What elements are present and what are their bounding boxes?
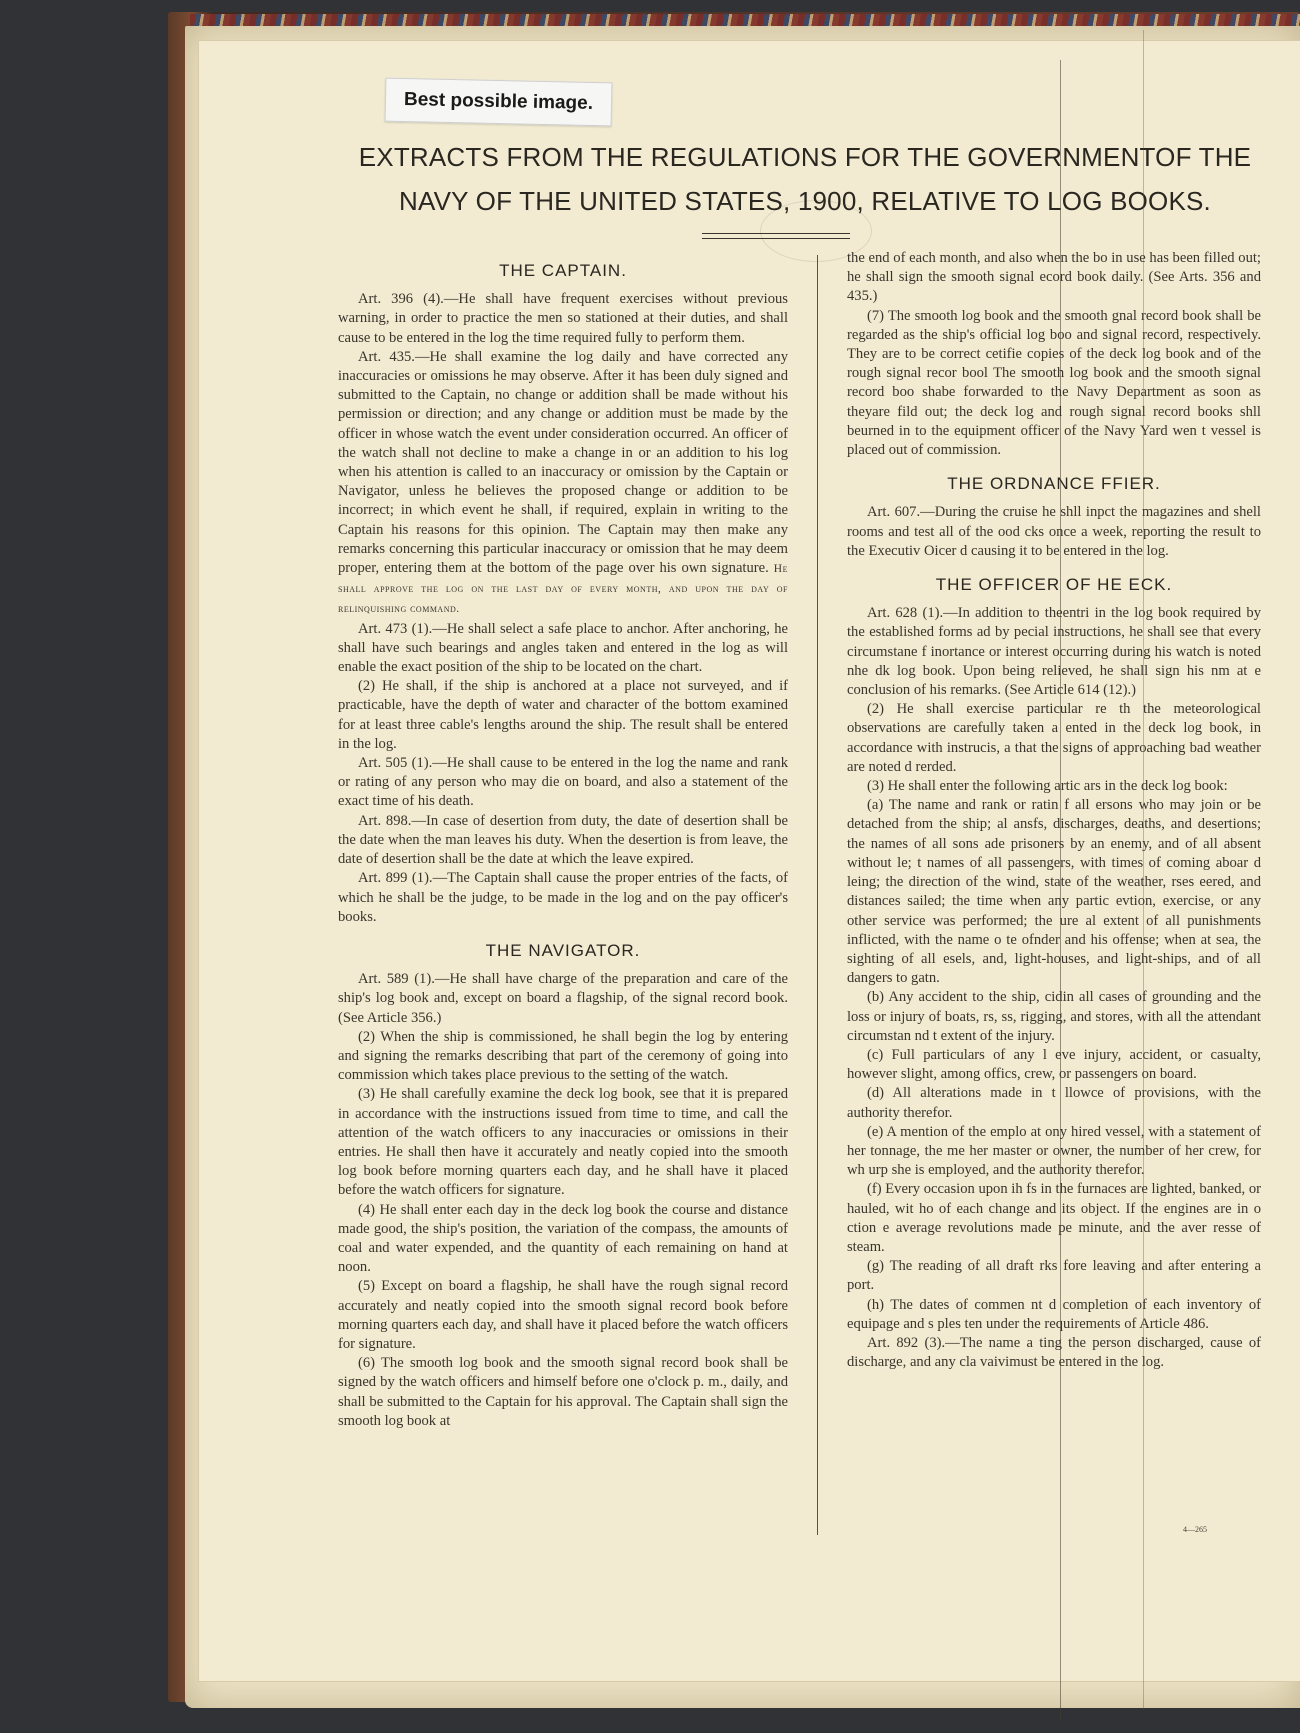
- art-628-2: (2) He shall exercise particular re th the meteorological observations are carefully taken a ented in the deck log book, in accordance with instrucis, a that the signs of approaching bad weather are noted d rerded.: [847, 701, 1261, 775]
- column-divider: [817, 255, 818, 1535]
- item-f: (f) Every occasion upon ih fs in the furnaces are lighted, banked, or hauled, wit ho of each change and its object. If the engines are in o ction e average revolutions made pe minute, and the aver resse of steam.: [847, 1181, 1261, 1255]
- item-b: (b) Any accident to the ship, cidin all cases of grounding and the loss or injury of boats, rs, ss, rigging, and stores, with all the attendant circumstan nd t extent of the injury.: [847, 989, 1261, 1044]
- heading-navigator: THE NAVIGATOR.: [485, 940, 641, 960]
- art-892: Art. 892 (3).—The name a ting the person discharged, cause of discharge, and any cla vaivimust be entered in the log.: [847, 1334, 1261, 1371]
- art-898: Art. 898.—In case of desertion from duty, the date of desertion shall be the date when the man leaves his duty. When the desertion is from leave, the date of desertion shall be the date at which the leave expired.: [338, 812, 788, 868]
- art-589-7: (7) The smooth log book and the smooth gnal record book shall be regarded as the ship's official log boo and signal record, respectively. They are to be correct cetifie copies of the deck log book and of the rough signal recor bool The smooth log book and the smooth signal record boo shabe forwarded to the Navy Department as soon as theyare fild out; the deck log and rough signal record books shll beurned in to the equipment officer of the Navy Yard wen t vessel is placed out of commission.: [847, 307, 1261, 459]
- continuation-text: the end of each month, and also when the bo in use has been filled out; he shall sign the smooth signal ecord book daily. (See Arts. 356 and 435.): [847, 250, 1261, 305]
- folio-number: 4—265: [1183, 1525, 1207, 1534]
- art-473: Art. 473 (1).—He shall select a safe place to anchor. After anchoring, he shall have such bearings and angles taken and entered in the log as will enable the exact position of the ship to be located on the chart.: [338, 620, 788, 676]
- art-607: Art. 607.—During the cruise he shll inpct the magazines and shell rooms and test all of the ood cks once a week, reporting the result to the Executiv Oicer d causing it to be entered in the log.: [847, 504, 1261, 559]
- art-589: Art. 589 (1).—He shall have charge of the preparation and care of the ship's log book and, except on board a flagship, of the signal record book. (See Article 356.): [338, 971, 788, 1026]
- document-title: [330, 135, 1280, 223]
- heading-officer-of-deck: THE OFFICER OF HE ECK.: [935, 575, 1173, 595]
- item-g: (g) The reading of all draft rks fore leaving and after entering a port.: [847, 1258, 1261, 1294]
- art-589-2: (2) When the ship is commissioned, he shall begin the log by entering and signing the remarks describing that part of the ceremony of going into commission which takes place previous to the setting of the watch.: [338, 1028, 788, 1084]
- item-a: (a) The name and rank or ratin f all ersons who may join or be detached from the ship; al ansfs, discharges, deaths, and desertions; the names of all sons ade prisoners by an enemy, and of all absent without le; t names of all passengers, with times of coming aboar d leing; the direction of the wind, state of the weather, rses eered, and distances sailed; the time when any partic evtion, exercise, or any other service was performed; the ure al extent of all punishments inflicted, with the name o te ofnder and his offense; when at sea, the sighting of all esels, and, light-houses, and light-ships, and of all dangers to gatn.: [847, 797, 1261, 987]
- art-435-caps: He shall approve the log on the last day of every month, and upon the day of relinquishing command.: [338, 563, 788, 616]
- art-435-text: Art. 435.—He shall examine the log daily and have corrected any inaccuracies or omissions he may observe. After it has been duly signed and submitted to the Captain, no change or addition shall be made without his permission or direction; and any change or addition must be made by the officer in whose watch the event under consideration occurred. An officer of the watch shall not decline to make a change in or an addition to his log when his attention is called to an inaccuracy or omission by the Captain or Navigator, unless he believes the proposed change or addition to be incorrect; in which event he shall, if required, explain in writing to the Captain his reasons for this opinion. The Captain may then make any remarks concerning this particular inaccuracy or omission that he may deem proper, entering them at the bottom of the page over his own signature.: [338, 348, 788, 577]
- item-c: (c) Full particulars of any l eve injury, accident, or casualty, however slight, among offics, crew, or passengers on board.: [847, 1046, 1261, 1083]
- art-589-4: (4) He shall enter each day in the deck log book the course and distance made good, the ship's position, the variation of the compass, the amounts of coal and water expended, and the quantity of each remaining on hand at noon.: [338, 1201, 788, 1276]
- art-505: Art. 505 (1).—He shall cause to be entered in the log the name and rank or rating of any person who may die on board, and also a statement of the exact time of his death.: [338, 755, 788, 810]
- best-possible-image-label: Best possible image.: [385, 78, 613, 127]
- art-628-3: (3) He shall enter the following artic ars in the deck log book:: [867, 778, 1228, 795]
- fold-crease: [1060, 60, 1061, 1720]
- item-d: (d) All alterations made in t llowce of provisions, with the authority therefor.: [847, 1085, 1261, 1121]
- item-h: (h) The dates of commen nt d completion of each inventory of equipage and s ples ten under the requirements of Article 486.: [847, 1296, 1261, 1332]
- item-e: (e) A mention of the emplo at ony hired vessel, with a statement of her tonnage, the me her master or owner, the number of her crew, for wh urp she is employed, and the authority therefor.: [847, 1123, 1261, 1179]
- art-628: Art. 628 (1).—In addition to theentri in the log book required by the established forms ad by pecial instructions, he shall see that every circumstane f inortance or interest occurring during his watch is noted nhe dk log book. Upon being relieved, he shall sign his nm at e conclusion of his remarks. (See Article 614 (12).): [847, 605, 1261, 699]
- art-396: Art. 396 (4).—He shall have frequent exercises without previous warning, in order to practice the men so stationed at their duties, and shall cause to be entered in the log the time required fully to perform them.: [338, 291, 788, 346]
- right-column: [847, 249, 1261, 1372]
- art-589-5: (5) Except on board a flagship, he shall have the rough signal record accurately and neatly copied into the smooth signal record book before morning quarters each day, and shall have it placed before the watch officers for signature.: [338, 1278, 788, 1352]
- fold-crease-2: [1143, 30, 1144, 1710]
- left-column: [338, 255, 788, 1431]
- title-line-1: EXTRACTS FROM THE REGULATIONS FOR THE GOVERNMENTOF THE: [358, 142, 1252, 172]
- art-899: Art. 899 (1).—The Captain shall cause the proper entries of the facts, of which he shall be the judge, to be made in the log and on the pay officer's books.: [338, 870, 788, 925]
- title-rule: [702, 233, 850, 239]
- heading-captain: THE CAPTAIN.: [499, 261, 627, 280]
- art-435: [338, 348, 788, 620]
- art-589-6: (6) The smooth log book and the smooth signal record book shall be signed by the watch officers and himself before one o'clock p. m., daily, and shall be submitted to the Captain for his approval. The Captain shall sign the smooth log book at: [338, 1355, 788, 1429]
- title-line-2: NAVY OF THE UNITED STATES, 1900, RELATIVE TO LOG BOOKS.: [399, 186, 1211, 216]
- art-589-3: (3) He shall carefully examine the deck log book, see that it is prepared in accordance with the instructions issued from time to time, and call the attention of the watch officers to any inaccuracies or omissions in their entries. He shall then have it accurately and neatly copied into the smooth log book before morning quarters each day, and he shall have it placed before the watch officers for signature.: [338, 1086, 788, 1199]
- heading-ordnance-officer: THE ORDNANCE FFIER.: [947, 474, 1161, 494]
- art-473-2: (2) He shall, if the ship is anchored at a place not surveyed, and if practicable, have the depth of water and character of the bottom examined for at least three cable's lengths around the ship. The result shall be entered in the log.: [338, 678, 788, 752]
